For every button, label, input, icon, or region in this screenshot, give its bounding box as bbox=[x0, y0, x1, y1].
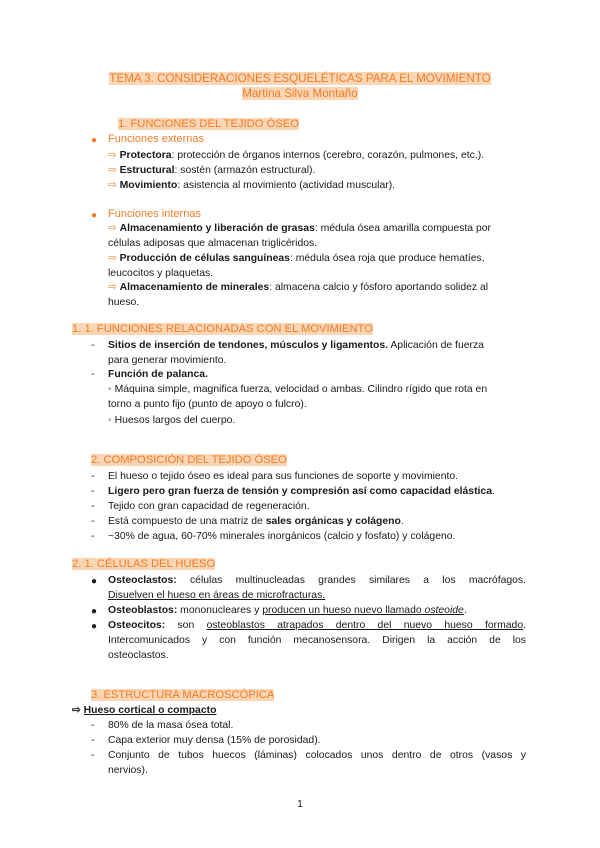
dash-marker: - bbox=[91, 486, 95, 497]
item-term: Osteoclastos: bbox=[108, 575, 177, 586]
list-item bbox=[108, 338, 526, 368]
item-term: Almacenamiento de minerales bbox=[119, 282, 270, 293]
item-term: Almacenamiento y liberación de grasas bbox=[119, 223, 315, 234]
item-term: Función de palanca. bbox=[108, 369, 208, 380]
list-item: Capa exterior muy densa (15% de porosidad). bbox=[108, 735, 321, 746]
section-3-heading bbox=[91, 688, 274, 702]
arrow-icon: ⇨ bbox=[108, 253, 117, 264]
item-text-italic: osteoide bbox=[424, 605, 464, 616]
dash-marker: - bbox=[91, 720, 95, 731]
item-term: Protectora bbox=[119, 150, 172, 161]
list-item bbox=[108, 221, 526, 251]
item-term: Sitios de inserción de tendones, músculos y ligamentos. bbox=[108, 340, 389, 351]
dash-marker: - bbox=[91, 501, 95, 512]
list-item bbox=[108, 484, 495, 499]
item-text-cont: nervios). bbox=[108, 765, 148, 777]
section-1-1-heading bbox=[72, 322, 373, 336]
bullet-icon: ● bbox=[91, 621, 98, 632]
funciones-externas-label: Funciones externas bbox=[108, 133, 204, 145]
item-text: : médula ósea amarilla compuesta por bbox=[314, 223, 491, 234]
item-text: : médula ósea roja que produce hematíes, bbox=[289, 253, 485, 264]
list-item bbox=[108, 499, 310, 514]
dash-marker: - bbox=[91, 340, 95, 351]
section-2-1-heading-text: 2. 1. CÉLULAS DEL HUESO bbox=[72, 558, 216, 570]
item-text-cont: células adiposas que almacenan triglicéridos. bbox=[108, 238, 318, 250]
arrow-icon: ⇨ bbox=[108, 282, 117, 293]
subsection-label: Hueso cortical o compacto bbox=[83, 705, 217, 716]
item-text: El hueso o tejido óseo es ideal para sus funciones de soporte y movimiento. bbox=[108, 471, 459, 482]
list-item bbox=[108, 148, 484, 163]
list-item bbox=[108, 251, 526, 281]
item-text-cont: leucocitos y plaquetas. bbox=[108, 268, 214, 280]
section-2-1-heading bbox=[72, 557, 215, 571]
title-text: TEMA 3. CONSIDERACIONES ESQUELÉTICAS PARA EL MOVIMIENTO bbox=[109, 72, 491, 85]
list-item bbox=[108, 469, 458, 484]
author-text: Martina Silva Montaño bbox=[242, 87, 358, 100]
item-text-cont: para generar movimiento. bbox=[108, 355, 227, 367]
arrow-icon: ⇨ bbox=[108, 150, 117, 161]
item-text-underlined: producen un hueso nuevo llamado bbox=[262, 605, 425, 616]
list-item bbox=[108, 603, 467, 618]
subsection-heading bbox=[72, 703, 216, 718]
dash-marker: - bbox=[91, 471, 95, 482]
item-text: ~30% de agua, 60-70% minerales inorgánicos (calcio y fosfato) y colágeno. bbox=[108, 531, 456, 542]
item-text: : protección de órganos internos (cerebro, corazón, pulmones, etc.). bbox=[171, 150, 485, 161]
item-text: . bbox=[492, 486, 495, 497]
item-text: mononucleares y bbox=[177, 605, 263, 616]
dash-marker: - bbox=[91, 369, 95, 380]
arrow-icon: ⇨ bbox=[108, 180, 117, 191]
page-number: 1 bbox=[297, 799, 303, 810]
item-text: Está compuesto de una matriz de bbox=[108, 516, 266, 527]
item-text-cont: hueso. bbox=[108, 297, 140, 309]
section-1-heading-text: 1. FUNCIONES DEL TEJIDO ÓSEO bbox=[118, 118, 299, 130]
list-item bbox=[108, 514, 404, 529]
sub-item-text: ◦ Máquina simple, magnifica fuerza, velocidad o ambas. Cilindro rígido que rota en bbox=[108, 384, 488, 396]
arrow-icon: ⇨ bbox=[108, 223, 117, 234]
item-text: Tejido con gran capacidad de regeneración. bbox=[108, 501, 310, 512]
item-text-cont: osteoclastos. bbox=[108, 650, 169, 662]
bullet-icon: ● bbox=[91, 576, 98, 587]
item-text: Conjunto de tubos huecos (láminas) colocados unos dentro de otros (vasos y bbox=[108, 750, 526, 761]
funciones-internas-label: Funciones internas bbox=[108, 208, 201, 220]
item-text-cont: Disuelven el hueso en áreas de microfracturas. bbox=[108, 590, 326, 602]
item-text: son bbox=[165, 620, 207, 631]
arrow-icon: ⇨ bbox=[108, 165, 117, 176]
list-item bbox=[108, 573, 526, 603]
sub-item-text: ◦ Huesos largos del cuerpo. bbox=[108, 414, 236, 426]
item-text: . bbox=[463, 605, 467, 616]
item-term: Osteoblastos: bbox=[108, 605, 178, 616]
list-item bbox=[108, 748, 526, 778]
item-text-cont: Intercomunicados y con función mecanosensora. Dirigen la acción de los bbox=[108, 635, 526, 647]
section-2-heading bbox=[91, 453, 287, 467]
item-text-underlined: osteoblastos atrapados dentro del nuevo hueso formado bbox=[206, 620, 524, 631]
dash-marker: - bbox=[91, 531, 95, 542]
document-author bbox=[0, 87, 600, 101]
item-term: Ligero pero gran fuerza de tensión y compresión así como capacidad elástica bbox=[108, 486, 492, 497]
item-text: : asistencia al movimiento (actividad muscular). bbox=[177, 180, 396, 191]
item-term: Movimiento bbox=[119, 180, 178, 191]
bullet-icon: ● bbox=[91, 210, 98, 221]
list-item: 80% de la masa ósea total. bbox=[108, 720, 234, 731]
list-item bbox=[108, 178, 395, 193]
item-term: Osteocitos: bbox=[108, 620, 166, 631]
sub-item-text-cont: torno a punto fijo (punto de apoyo o fulcro). bbox=[108, 399, 307, 411]
item-term: Producción de células sanguíneas bbox=[119, 253, 290, 264]
list-item bbox=[108, 618, 526, 664]
item-term: sales orgánicas y colágeno bbox=[265, 516, 401, 527]
bullet-icon: ● bbox=[91, 606, 98, 617]
document-title bbox=[0, 72, 600, 86]
item-text: : sostén (armazón estructural). bbox=[174, 165, 316, 176]
section-1-1-heading-text: 1. 1. FUNCIONES RELACIONADAS CON EL MOVIMIENTO bbox=[72, 323, 373, 335]
item-text: . bbox=[523, 620, 526, 631]
item-text: : almacena calcio y fósforo aportando solidez al bbox=[269, 282, 489, 293]
dash-marker: - bbox=[91, 735, 95, 746]
bullet-icon: ● bbox=[91, 135, 98, 146]
item-text: Aplicación de fuerza bbox=[388, 340, 484, 351]
list-item bbox=[108, 280, 526, 310]
item-text: células multinucleadas grandes similares a los macrófagos. bbox=[176, 575, 526, 586]
item-text: . bbox=[400, 516, 404, 527]
section-1-heading bbox=[118, 117, 299, 131]
list-item bbox=[108, 367, 526, 428]
list-item bbox=[108, 529, 455, 544]
item-term: Estructural bbox=[119, 165, 175, 176]
section-3-heading-text: 3. ESTRUCTURA MACROSCÓPICA bbox=[91, 689, 275, 701]
arrow-icon: ⇨ bbox=[72, 705, 81, 716]
dash-marker: - bbox=[91, 750, 95, 761]
dash-marker: - bbox=[91, 516, 95, 527]
list-item bbox=[108, 163, 315, 178]
section-2-heading-text: 2. COMPOSICIÓN DEL TEJIDO ÓSEO bbox=[91, 454, 287, 466]
